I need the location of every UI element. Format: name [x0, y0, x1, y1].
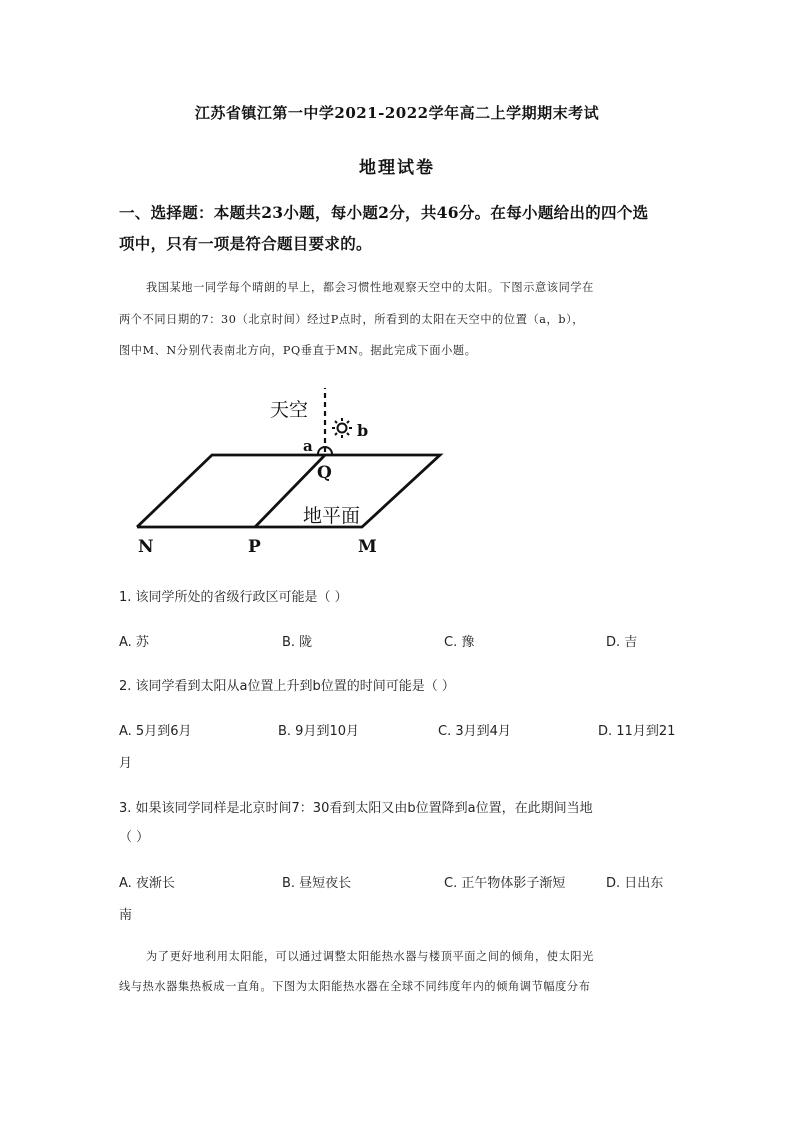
exam-title: 江苏省镇江第一中学2021-2022学年高二上学期期末考试 [194, 104, 600, 122]
a-label: a [303, 437, 313, 455]
q3-option-d[interactable]: D. 日出东 [606, 876, 664, 891]
q1-option-d[interactable]: D. 吉 [606, 635, 638, 650]
exam-subtitle: 地理试卷 [359, 158, 435, 178]
q3-option-a[interactable]: A. 夜渐长 [119, 876, 175, 891]
q2-option-a[interactable]: A. 5月到6月 [119, 724, 192, 739]
q3-option-d-continued: 南 [119, 908, 133, 923]
m-label: M [358, 537, 377, 557]
sun-b-icon [332, 418, 352, 438]
q1-option-a[interactable]: A. 苏 [119, 635, 149, 650]
passage1-line2: 两个不同日期的7：30（北京时间）经过P点时，所看到的太阳在天空中的位置（a，b）， [119, 313, 585, 326]
question-3-stem-continued: （ ） [119, 830, 150, 845]
q2-option-b[interactable]: B. 9月到10月 [278, 724, 359, 739]
q-label: Q [317, 463, 332, 483]
passage2-line1: 为了更好地利用太阳能，可以通过调整太阳能热水器与楼顶平面之间的倾角，使太阳光 [146, 950, 594, 963]
q3-option-c[interactable]: C. 正午物体影子渐短 [444, 876, 566, 891]
b-label: b [357, 421, 369, 440]
sky-label: 天空 [270, 399, 309, 421]
section-heading-line1: 一、选择题：本题共23小题，每小题2分，共46分。在每小题给出的四个选 [119, 203, 649, 222]
q2-option-d[interactable]: D. 11月到21 [598, 724, 676, 739]
passage1-line1: 我国某地一同学每个晴朗的早上，都会习惯性地观察天空中的太阳。下图示意该同学在 [146, 281, 594, 294]
ground-label: 地平面 [303, 505, 361, 527]
q1-option-c[interactable]: C. 豫 [444, 635, 475, 650]
section-heading-line2: 项中，只有一项是符合题目要求的。 [119, 234, 372, 253]
q1-option-b[interactable]: B. 陇 [282, 635, 313, 650]
q2-option-d-continued: 月 [119, 756, 133, 771]
q2-option-c[interactable]: C. 3月到4月 [438, 724, 511, 739]
question-1-stem: 1. 该同学所处的省级行政区可能是（ ） [119, 590, 348, 605]
q3-option-b[interactable]: B. 昼短夜长 [282, 876, 352, 891]
question-2-stem: 2. 该同学看到太阳从a位置上升到b位置的时间可能是（ ） [119, 679, 455, 694]
n-label: N [138, 537, 154, 557]
p-label: P [248, 537, 261, 557]
horizon-diagram [120, 380, 460, 560]
question-3-stem: 3. 如果该同学同样是北京时间7：30看到太阳又由b位置降到a位置，在此期间当地 [119, 801, 593, 816]
passage1-line3: 图中M、N分别代表南北方向，PQ垂直于MN。据此完成下面小题。 [119, 344, 477, 357]
passage2-line2: 线与热水器集热板成一直角。下图为太阳能热水器在全球不同纬度年内的倾角调节幅度分布 [119, 980, 591, 993]
